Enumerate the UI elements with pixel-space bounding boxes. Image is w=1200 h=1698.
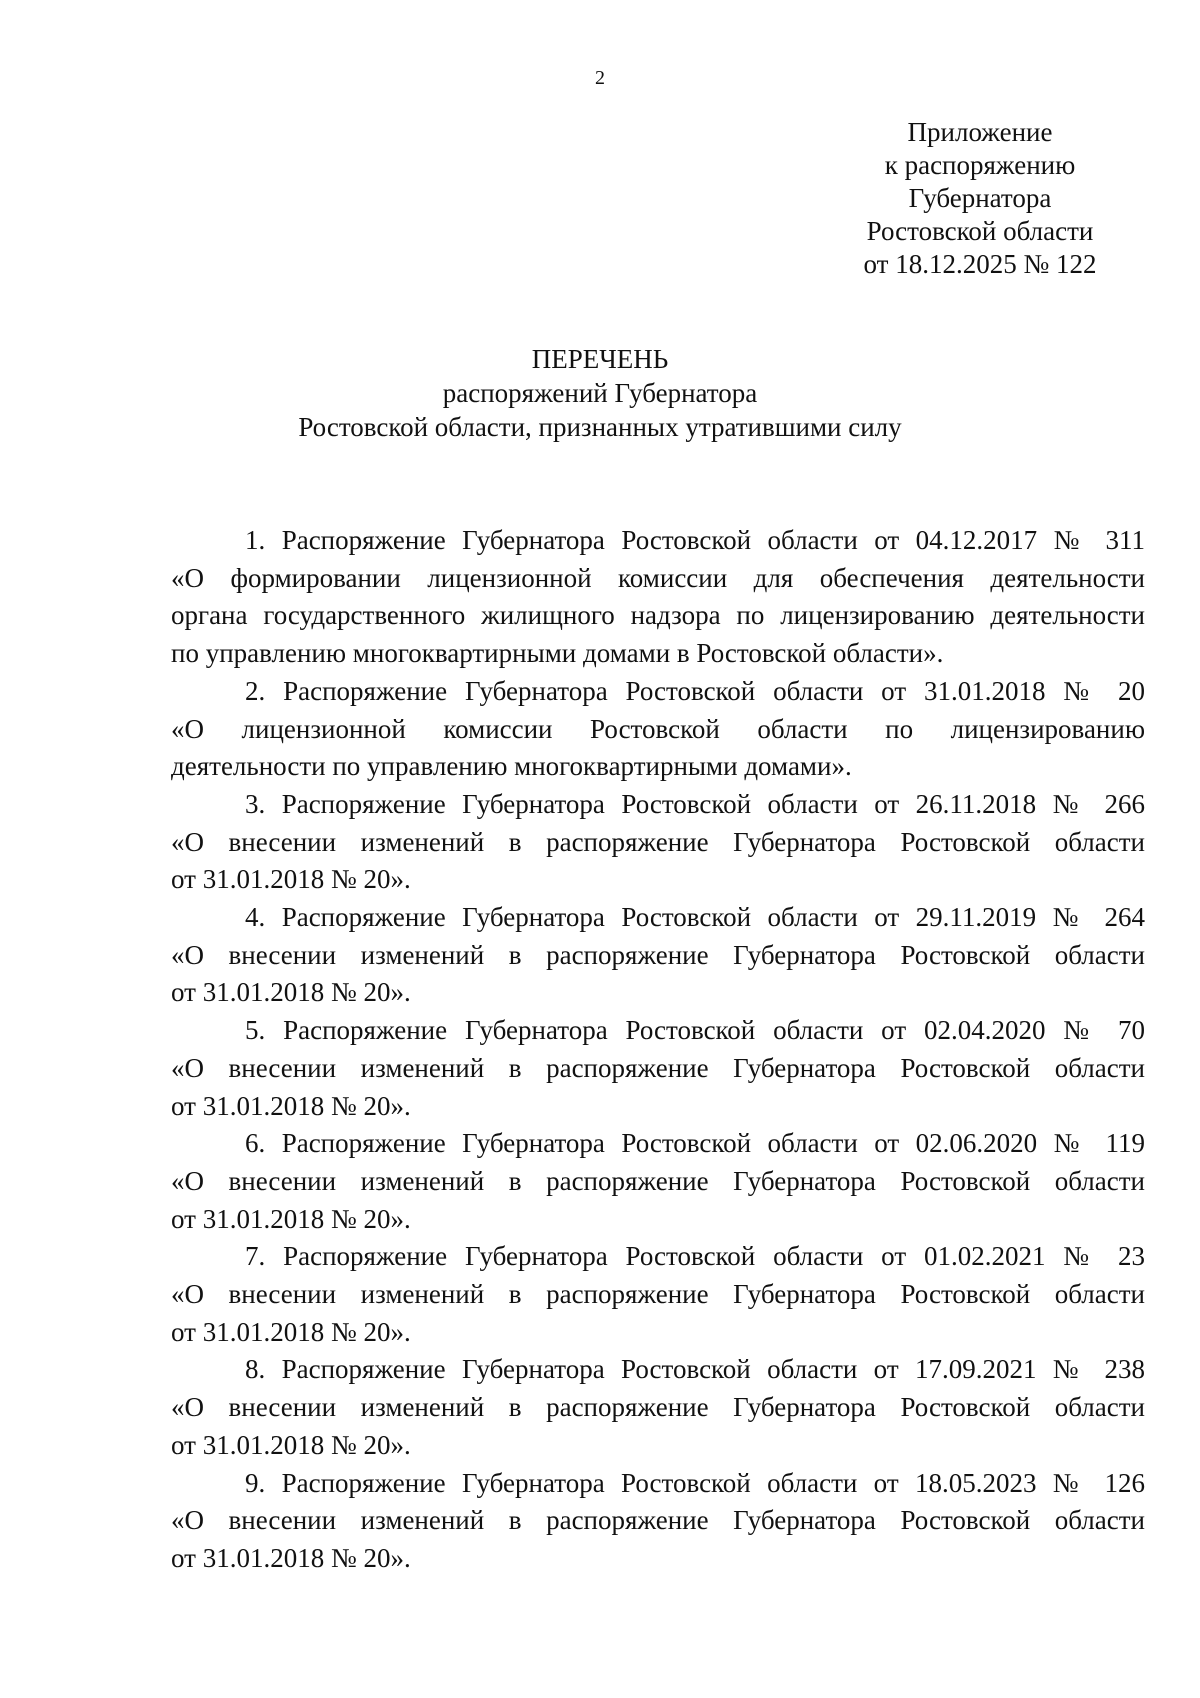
list-item-line: «О внесении изменений в распоряжение Губернатора Ростовской области: [171, 1279, 1145, 1310]
appendix-line: Губернатора: [908, 183, 1052, 213]
list-item-line: органа государственного жилищного надзора по лицензированию деятельности: [171, 600, 1145, 631]
page-number: 2: [595, 67, 605, 89]
appendix-line: Приложение: [907, 117, 1053, 147]
list-item-line: 8. Распоряжение Губернатора Ростовской области от 17.09.2021 № 238: [245, 1354, 1145, 1385]
list-item-line: от 31.01.2018 № 20».: [171, 1090, 411, 1121]
list-item-line: 9. Распоряжение Губернатора Ростовской области от 18.05.2023 № 126: [245, 1467, 1145, 1498]
list-item-line: от 31.01.2018 № 20».: [171, 1316, 411, 1347]
list-item-line: «О внесении изменений в распоряжение Губернатора Ростовской области: [171, 1392, 1145, 1423]
list-item-line: от 31.01.2018 № 20».: [171, 864, 411, 895]
list-item-line: 3. Распоряжение Губернатора Ростовской области от 26.11.2018 № 266: [245, 788, 1145, 819]
title-subheading: Ростовской области, признанных утратившими силу: [298, 412, 902, 442]
list-item-line: 5. Распоряжение Губернатора Ростовской области от 02.04.2020 № 70: [245, 1015, 1145, 1046]
list-item-line: 6. Распоряжение Губернатора Ростовской области от 02.06.2020 № 119: [245, 1128, 1145, 1159]
list-item-line: от 31.01.2018 № 20».: [171, 1542, 411, 1573]
order-list: [171, 522, 1145, 1578]
list-item: [171, 899, 1145, 1012]
list-item: [171, 1125, 1145, 1238]
list-item: [171, 1012, 1145, 1125]
list-item: [171, 1238, 1145, 1351]
appendix-line: к распоряжению: [884, 150, 1076, 180]
list-item-line: 7. Распоряжение Губернатора Ростовской области от 01.02.2021 № 23: [245, 1241, 1145, 1272]
list-item-line: по управлению многоквартирными домами в Ростовской области».: [171, 638, 944, 669]
list-item-line: от 31.01.2018 № 20».: [171, 1203, 411, 1234]
list-item-line: от 31.01.2018 № 20».: [171, 977, 411, 1008]
list-item: [171, 1351, 1145, 1464]
title-subheading: распоряжений Губернатора: [442, 378, 758, 408]
list-item-line: «О внесении изменений в распоряжение Губернатора Ростовской области: [171, 1505, 1145, 1536]
list-item: [171, 522, 1145, 673]
list-item: [171, 786, 1145, 899]
title-heading: ПЕРЕЧЕНЬ: [531, 344, 669, 374]
appendix-header: [780, 116, 1180, 281]
list-item-line: «О формировании лицензионной комиссии для обеспечения деятельности: [171, 562, 1145, 593]
list-item-line: «О внесении изменений в распоряжение Губернатора Ростовской области: [171, 939, 1145, 970]
list-item: [171, 673, 1145, 786]
list-item: [171, 1465, 1145, 1578]
list-item-line: «О внесении изменений в распоряжение Губернатора Ростовской области: [171, 826, 1145, 857]
document-title: [0, 342, 1200, 444]
appendix-line: от 18.12.2025 № 122: [863, 249, 1097, 279]
list-item-line: «О лицензионной комиссии Ростовской области по лицензированию: [171, 713, 1145, 744]
list-item-line: 2. Распоряжение Губернатора Ростовской области от 31.01.2018 № 20: [245, 675, 1145, 706]
list-item-line: «О внесении изменений в распоряжение Губернатора Ростовской области: [171, 1052, 1145, 1083]
appendix-line: Ростовской области: [866, 216, 1094, 246]
list-item-line: деятельности по управлению многоквартирными домами».: [171, 751, 852, 782]
list-item-line: 4. Распоряжение Губернатора Ростовской области от 29.11.2019 № 264: [245, 902, 1145, 933]
list-item-line: 1. Распоряжение Губернатора Ростовской области от 04.12.2017 № 311: [245, 525, 1145, 555]
list-item-line: «О внесении изменений в распоряжение Губернатора Ростовской области: [171, 1165, 1145, 1196]
list-item-line: от 31.01.2018 № 20».: [171, 1429, 411, 1460]
